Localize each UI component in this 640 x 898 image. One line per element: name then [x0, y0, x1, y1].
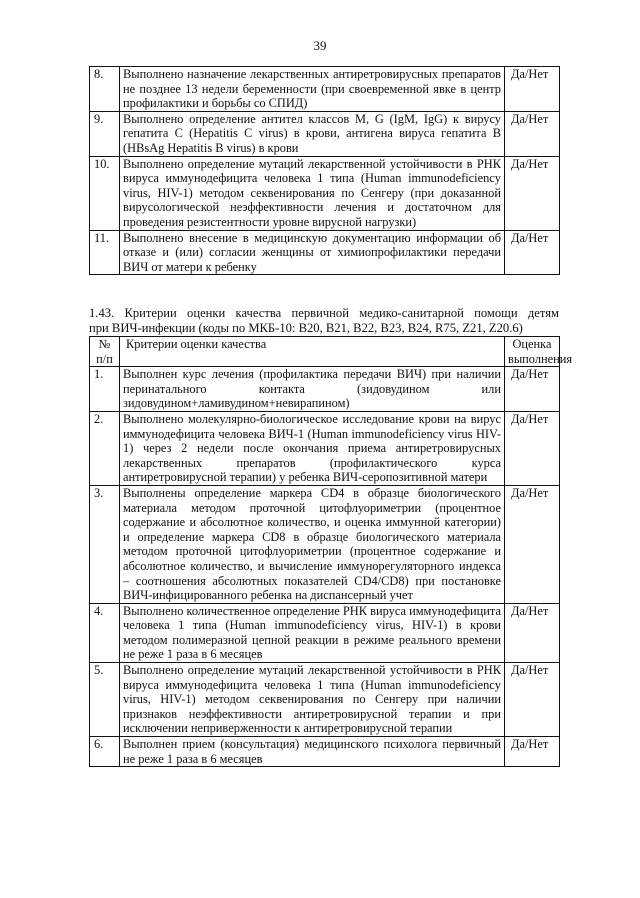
section-heading-line-2: при ВИЧ-инфекции (коды по МКБ-10: B20, B21, B22, B23, B24, R75, Z21, Z20.6) — [89, 320, 523, 335]
table-row — [90, 67, 560, 112]
page-number: 39 — [313, 38, 327, 53]
assessment-value: Да/Нет — [505, 230, 560, 275]
assessment-value: Да/Нет — [505, 663, 560, 737]
row-number: 9. — [90, 111, 120, 156]
assessment-value: Да/Нет — [505, 737, 560, 767]
criterion-text: Выполнено назначение лекарственных антиретровирусных препаратов не позднее 13 недели беременности (при своевременной явке в центр профилактики и борьбы со СПИД) — [120, 67, 505, 112]
row-number: 1. — [90, 367, 120, 412]
row-number: 6. — [90, 737, 120, 767]
criterion-text: Выполнен курс лечения (профилактика передачи ВИЧ) при наличии перинатального контакта (зидовудином или зидовудином+ламивудином+невирапином) — [120, 367, 505, 412]
criterion-text: Выполнено количественное определение РНК вируса иммунодефицита человека 1 типа (Human immunodeficiency virus, HIV-1) в крови методом полимеразной цепной реакции в режиме реального времени не реже 1 раза в 6 месяцев — [120, 603, 505, 662]
table-row — [90, 737, 560, 767]
criterion-text: Выполнено определение мутаций лекарственной устойчивости в РНК вируса иммунодефицита человека 1 типа (Human immunodeficiency virus, HIV-1) методом секвенирования по Сенгеру при наличии признаков неэффективности антиретровирусной терапии и при исключении неприверженности к антиретровирусной терапии — [120, 663, 505, 737]
criterion-text: Выполнено определение антител классов M, G (IgM, IgG) к вирусу гепатита C (Hepatitis C virus) в крови, антигена вируса гепатита B (HBsAg Hepatitis B virus) в крови — [120, 111, 505, 156]
assessment-value: Да/Нет — [505, 485, 560, 603]
criterion-text: Выполнен прием (консультация) медицинского психолога первичный не реже 1 раза в 6 месяцев — [120, 737, 505, 767]
criterion-text: Выполнено внесение в медицинскую документацию информации об отказе и (или) согласии женщины от химиопрофилактики передачи ВИЧ от матери к ребенку — [120, 230, 505, 275]
criterion-text: Выполнены определение маркера CD4 в образце биологического материала методом проточной цитофлуориметрии (процентное содержание и абсолютное количество, и оценка иммунной категории) и определение маркера CD8 в образце биологического материала методом проточной цитофлуориметрии (процентное содержание и абсолютное количество, и вычисление иммунорегуляторного индекса – соотношения абсолютных показателей CD4/CD8) при постановке ВИЧ-инфицированного ребенка на диспансерный учет — [120, 485, 505, 603]
header-criteria: Критерии оценки качества — [120, 337, 505, 367]
assessment-value: Да/Нет — [505, 111, 560, 156]
table-row — [90, 603, 560, 662]
table-row — [90, 663, 560, 737]
criteria-table-children — [89, 336, 573, 767]
criteria-table-continued — [89, 66, 560, 275]
criterion-text: Выполнено определение мутаций лекарственной устойчивости в РНК вируса иммунодефицита человека 1 типа (Human immunodeficiency virus, HIV-1) методом секвенирования по Сенгеру (при доказанной вирусологической неэффективности лечения и достаточном для проведения резистентности уровне вирусной нагрузки) — [120, 156, 505, 230]
header-assessment: Оценка выполнения — [505, 337, 560, 367]
assessment-value: Да/Нет — [505, 411, 560, 485]
assessment-value: Да/Нет — [505, 367, 560, 412]
criterion-text: Выполнено молекулярно-биологическое исследование крови на вирус иммунодефицита человека ВИЧ-1 (Human immunodeficiency virus HIV-1) через 2 недели после окончания приема антиретровирусных лекарственных препаратов (профилактического курса антиретровирусной терапии) у ребенка ВИЧ-серопозитивной матери — [120, 411, 505, 485]
table-row — [90, 230, 560, 275]
table-row — [90, 111, 560, 156]
table-row — [90, 411, 560, 485]
row-number: 11. — [90, 230, 120, 275]
table-row — [90, 156, 560, 230]
table-row — [90, 367, 560, 412]
assessment-value: Да/Нет — [505, 603, 560, 662]
section-heading — [89, 306, 559, 335]
header-number: № п/п — [90, 337, 120, 367]
row-number: 10. — [90, 156, 120, 230]
row-number: 2. — [90, 411, 120, 485]
row-number: 3. — [90, 485, 120, 603]
row-number: 5. — [90, 663, 120, 737]
row-number: 4. — [90, 603, 120, 662]
row-number: 8. — [90, 67, 120, 112]
table-row — [90, 485, 560, 603]
assessment-value: Да/Нет — [505, 67, 560, 112]
section-heading-line-1: 1.43. Критерии оценки качества первичной медико-санитарной помощи детям — [89, 306, 559, 320]
table-header-row — [90, 337, 560, 367]
assessment-value: Да/Нет — [505, 156, 560, 230]
